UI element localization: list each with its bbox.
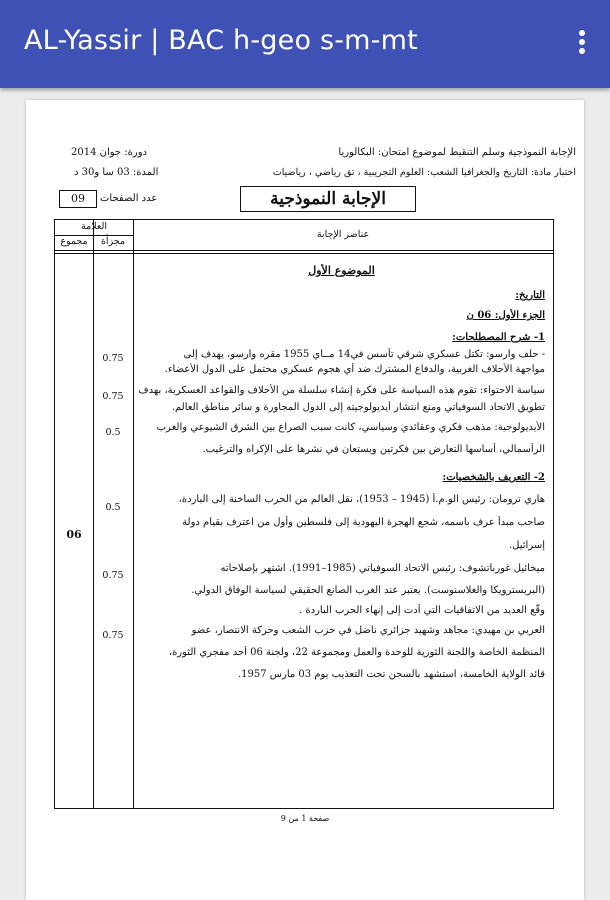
section-history: التاريخ: (515, 290, 545, 301)
list-item: المنظمة الخاصة واللجنة الثورية للوحدة والعمل ومجموعة 22، ولجنة 06 أحد مفجري الثورة، (168, 647, 545, 658)
main-title-box (240, 186, 416, 212)
partial-mark: 0.75 (102, 570, 124, 581)
header-session: دورة: جوان 2014 (71, 147, 147, 158)
persons-heading: 2- التعريف بالشخصيات: (442, 472, 545, 483)
list-item: تطويق الاتحاد السوفياتي ومنع انتشار أيديولوجيته إلى الدول المجاورة و سائر مناطق العالم. (171, 402, 545, 413)
topic-title: الموضوع الأول (308, 264, 375, 277)
answer-table (54, 219, 554, 809)
more-vert-icon[interactable] (576, 30, 588, 58)
header-duration: المدة: 03 سا و30 د (74, 167, 159, 178)
partial-mark: 0.75 (102, 630, 124, 641)
divider (55, 250, 553, 251)
divider (133, 220, 134, 808)
main-title: الإجابة النموذجية (270, 189, 386, 209)
document-page[interactable] (26, 100, 584, 900)
total-mark: 06 (66, 528, 82, 541)
list-item: قائد الولاية الخامسة، استشهد بالسجن تحت التعذيب يوم 03 مارس 1957. (237, 669, 545, 680)
list-item: وقّع العديد من الاتفاقيات التي أدت إلى إنهاء الحرب الباردة . (299, 605, 545, 616)
list-item: (البريسترويكا والغلاسنوست). يعتبر عند الغرب الصانع الحقيقي لسياسة الوفاق الدولي. (191, 585, 545, 596)
grade-header: العلامة (81, 221, 107, 232)
app-title: AL-Yassir | BAC h-geo s-m-mt (24, 25, 418, 56)
partial-mark: 0.5 (105, 427, 121, 438)
list-item: العربي بن مهيدي: مجاهد وشهيد جزائري ناضل في حزب الشعب وحركة الانتصار، عضو (191, 625, 545, 636)
list-item: الرأسمالي، أساسها التعارض بين فكرتين ويستعان في نشرها على الإكراه والترغيب. (202, 444, 545, 455)
pages-label: عدد الصفحات (100, 193, 158, 204)
partial-mark: 0.5 (105, 502, 121, 513)
partial-mark: 0.75 (102, 353, 124, 364)
pages-count-box: 09 (59, 190, 97, 208)
list-item: إسرائيل. (508, 540, 545, 551)
answer-header: عناصر الإجابة (316, 229, 370, 240)
partial-header: مجزأة (100, 236, 126, 247)
header-subject: اختبار مادة: التاريخ والجغرافيا الشعب: العلوم التجريبية ، تق رياضي ، رياضيات (272, 167, 576, 178)
list-item: سياسة الاحتواء: تقوم هذه السياسة على فكرة إنشاء سلسلة من الأحلاف والقواعد العسكرية، بهدف (138, 385, 545, 396)
total-header: مجموع (60, 236, 88, 247)
list-item: مواجهة الأحلاف الغربية، والدفاع المشترك ضد أي هجوم عسكري محتمل على الدول الأعضاء. (164, 364, 545, 375)
page-footer: صفحة 1 من 9 (280, 814, 330, 823)
part-one: الجزء الأول: 06 ن (466, 310, 545, 321)
list-item: - حلف وارسو: تكتل عسكري شرقي تأسس في14 مــاي 1955 مقره وارسو، يهدف إلى (183, 349, 545, 360)
divider (55, 253, 553, 254)
list-item: الأيديولوجية: مذهب فكري وعقائدي وسياسي، كانت سبب الصراع بين الشرق الشيوعي والغرب (156, 422, 545, 433)
header-exam-title: الإجابة النموذجية وسلم التنقيط لموضوع امتحان: البكالوريا (338, 147, 576, 158)
divider (93, 220, 94, 808)
partial-mark: 0.75 (102, 391, 124, 402)
list-item: صاحب مبدأ عرف باسمه، شجع الهجرة اليهودية إلى فلسطين وأول من اعترف بقيام دولة (182, 517, 545, 528)
terms-heading: 1- شرح المصطلحات: (452, 332, 545, 343)
list-item: هاري ترومان: رئيس الو.م.أ (1945 – 1953)، نقل العالم من الحرب الساخنة إلى الباردة، (178, 494, 545, 505)
list-item: ميخائيل غورباتشوف: رئيس الاتحاد السوفياتي (1985–1991). اشتهر بإصلاحاته (220, 563, 545, 574)
app-bar (0, 0, 610, 88)
